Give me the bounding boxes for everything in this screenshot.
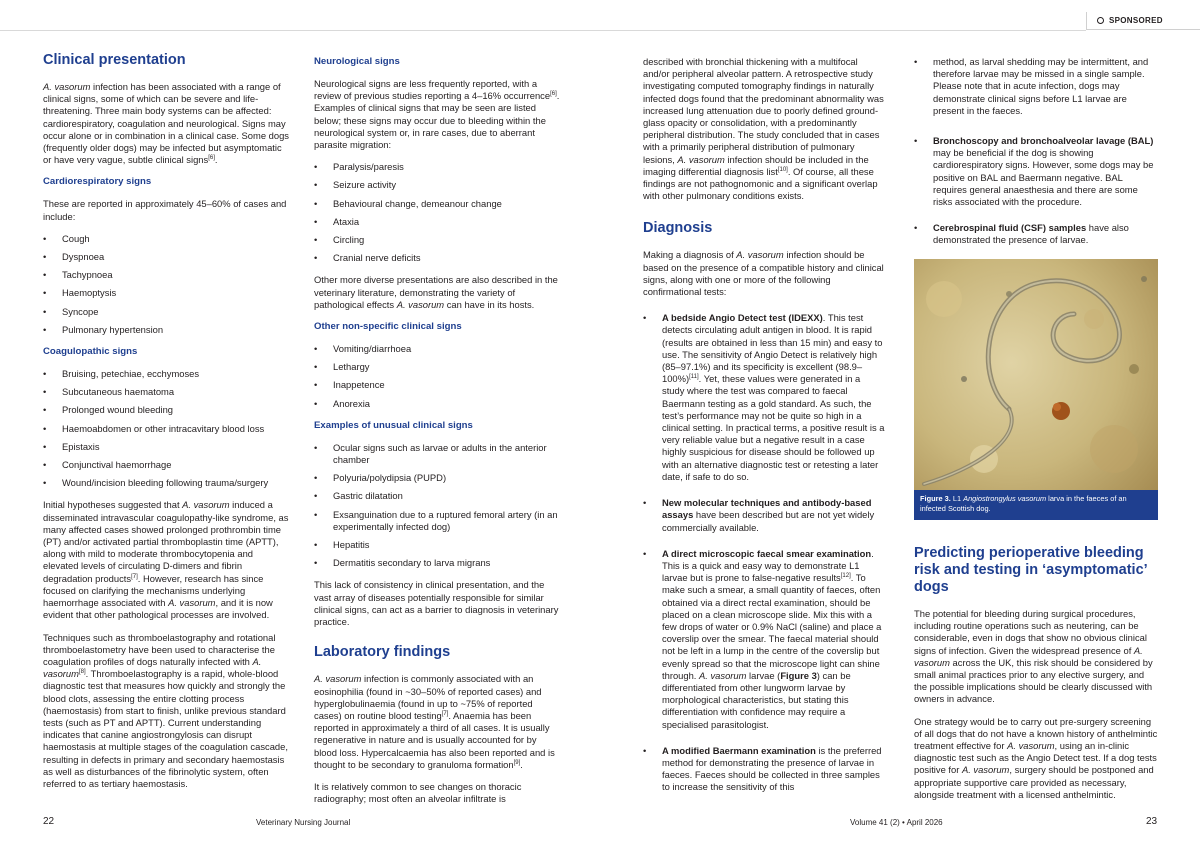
list-item: • Exsanguination due to a ruptured femoral artery (in an experimentally infected dog): [314, 509, 562, 533]
list-item: • Inappetence: [314, 379, 562, 391]
list-item: • Paralysis/paresis: [314, 161, 562, 173]
column-2: [314, 52, 562, 815]
list-item: • Circling: [314, 234, 562, 246]
lack-of-consistency-paragraph: This lack of consistency in clinical presentation, and the vast array of diseases potentially responsible for similar clinical signs, can act as a barrier to diagnosis in veterinary practice.: [314, 579, 559, 628]
figure-3-caption: Figure 3. L1 Angiostrongylus vasorum larva in the faeces of an infected Scottish dog.: [914, 490, 1158, 520]
baermann-continuation: [914, 56, 1158, 117]
diagnostic-tests-list: [643, 312, 885, 793]
list-item: • Cranial nerve deficits: [314, 252, 562, 264]
list-item: • Haemoabdomen or other intracavitary blood loss: [43, 423, 290, 435]
list-item: • Subcutaneous haematoma: [43, 386, 290, 398]
list-item: • Gastric dilatation: [314, 490, 562, 502]
coagulopathic-list: [43, 368, 290, 489]
list-item: • Ocular signs such as larvae or adults in the anterior chamber: [314, 442, 562, 466]
diagnosis-intro-paragraph: Making a diagnosis of A. vasorum infection should be based on the presence of a compatible history and clinical signs, along with one or more of the following confirmational tests:: [643, 249, 884, 298]
list-item: • Bruising, petechiae, ecchymoses: [43, 368, 290, 380]
list-item: • Hepatitis: [314, 539, 562, 551]
list-item: • Bronchoscopy and bronchoalveolar lavage (BAL) may be beneficial if the dog is showing cardiorespiratory signs. However, some dogs may be positive on BAL and Baermann negative. BAL requires general anaesthesia and there are some risks associated with the procedure.: [914, 135, 1158, 208]
predicting-bleeding-heading: Predicting perioperative bleeding risk and testing in ‘asymptomatic’ dogs: [914, 545, 1147, 595]
sponsored-label: SPONSORED: [1109, 16, 1163, 25]
cardiorespiratory-heading: Cardiorespiratory signs: [43, 176, 152, 188]
sponsored-circle-icon: [1097, 17, 1104, 24]
cardiorespiratory-text: These are reported in approximately 45–60% of cases and include:: [43, 198, 287, 222]
clinical-intro-paragraph: A. vasorum infection has been associated with a range of clinical signs, some of which can be severe and life-threatening. Three main body systems can be affected: cardiorespiratory, coagulation and neurological. Signs may occur alone or in combination in a clinical case. Some dogs (frequently older dogs) may be infected but asymptomatic or have very vague, subtle clinical signs[6].: [43, 81, 289, 166]
list-item: • A bedside Angio Detect test (IDEXX). This test detects circulating adult antigen in blood. It is rapid (results are obtained in less than 15 min) and easy to use. The sensitivity of Angio Detect is relatively high (85–97.1%) and its specificity is excellent (98.9–100%)[11]. Yet, these values were generated in a study where the test was compared to faecal Baermann testing as a gold standard. As such, the test’s performance may not be quite so high in a clinical setting. In practical terms, a positive result is a very reliable value but a negative result in a case highly suspicious for disease should be followed up with an alternative diagnostic test or retesting a later date, if safe to do so.: [643, 312, 885, 483]
non-specific-list: [314, 343, 562, 410]
list-item: • Epistaxis: [43, 441, 290, 453]
laboratory-paragraph: A. vasorum infection is commonly associated with an eosinophilia (found in ~30–50% of reported cases) and hyperglobulinaemia (found in up to ~75% of reported cases) on routine blood testing[7]. Anaemia has been reported in approximately a third of all cases. It is usually regenerative in nature and is usually accounted for by blood loss. Hypercalcaemia has also been reported and is thought to be secondary to granuloma formation[9].: [314, 673, 555, 770]
list-item-continuation: • method, as larval shedding may be intermittent, and therefore larvae may be missed in a single sample. Please note that in acute infection, dogs may demonstrate clinical signs before L1 larvae are present in the faeces.: [914, 56, 1158, 117]
column-4-lower: [914, 545, 1158, 811]
neurological-list: [314, 161, 562, 264]
unusual-signs-list: [314, 442, 562, 570]
coagulopathic-heading: Coagulopathic signs: [43, 346, 138, 358]
clinical-presentation-heading: Clinical presentation: [43, 52, 186, 68]
header-rule: [0, 30, 1086, 31]
larva-illustration: [914, 259, 1158, 490]
list-item: • Anorexia: [314, 398, 562, 410]
list-item: • Conjunctival haemorrhage: [43, 459, 290, 471]
column-3: [643, 56, 885, 804]
column-1: [43, 52, 290, 800]
further-tests-list: [914, 135, 1158, 247]
journal-name: Veterinary Nursing Journal: [256, 818, 351, 827]
column-4: [914, 56, 1158, 257]
list-item: • Pulmonary hypertension: [43, 324, 290, 336]
unusual-signs-heading: Examples of unusual clinical signs: [314, 419, 473, 431]
neurological-heading: Neurological signs: [314, 56, 400, 67]
list-item: • A modified Baermann examination is the preferred method for demonstrating the presence of larvae in faeces. Faeces should be collected in three samples to increase the sensitivity of this: [643, 745, 885, 794]
list-item: • Seizure activity: [314, 179, 562, 191]
right-page-number: 23: [1146, 816, 1158, 827]
list-item: • A direct microscopic faecal smear examination. This is a quick and easy way to demonstrate L1 larvae but is prone to false-negative results[12]. To make such a smear, a small quantity of faeces, often obtained via a direct rectal examination, should be placed on a clean microscope slide. Mix this with a few drops of water or 0.9% NaCl (saline) and place a coverslip over the smear. The faecal material should not be left in a lump in the centre of the coverslip but evenly spread so that the microscope light can shine through. A. vasorum larvae (Figure 3) can be differentiated from other lungworm larvae by morphological characteristics, but stating this differentiation with confidence may require a specialised parasitologist.: [643, 548, 885, 731]
list-item: • Polyuria/polydipsia (PUPD): [314, 472, 562, 484]
bleeding-risk-paragraph: The potential for bleeding during surgical procedures, including routine operations such as neutering, can be considerable, even in dogs that show no obvious clinical signs of infection. Given the widespread presence of A. vasorum across the UK, this risk should be considered by small animal practices prior to any elective surgery, and the possible implications should be clearly discussed with owners in advance.: [914, 608, 1153, 705]
list-item: • Cerebrospinal fluid (CSF) samples have also demonstrated the presence of larvae.: [914, 222, 1158, 246]
list-item: • Behavioural change, demeanour change: [314, 198, 562, 210]
neurological-text: Neurological signs are less frequently reported, with a review of previous studies reporting a 4–16% occurrence[6]. Examples of clinical signs that may be seen are listed below; these signs may occur due to bleeding within the neurological system or, in rare cases, due to aberrant parasite migration:: [314, 78, 560, 151]
radiography-continuation-paragraph: described with bronchial thickening with a multifocal and/or peripheral alveolar pattern. A retrospective study investigating computed tomography findings in naturally infected dogs found that the predominant abnormality was increased lung attenuation due to poorly defined ground-glass opacity or consolidation, with a predominantly peripheral distribution. The study concluded that in cases with a primarily peripheral distribution of pulmonary lesions, A. vasorum infection should be included in the imaging differential diagnosis list[10]. Of course, all these findings are not pathognomonic and a significant overlap with other pulmonary conditions exists.: [643, 56, 884, 202]
list-item: • Syncope: [43, 306, 290, 318]
diverse-presentations-paragraph: Other more diverse presentations are also described in the veterinary literature, demonstrating the variety of pathological effects A. vasorum can have in its hosts.: [314, 274, 558, 310]
list-item: • New molecular techniques and antibody-based assays have been described but are not yet widely commercially available.: [643, 497, 885, 534]
list-item: • Dyspnoea: [43, 251, 290, 263]
list-item: • Ataxia: [314, 216, 562, 228]
cardiorespiratory-list: [43, 233, 290, 336]
list-item: • Wound/incision bleeding following trauma/surgery: [43, 477, 290, 489]
screening-strategy-paragraph: One strategy would be to carry out pre-surgery screening of all dogs that do not have a known history of anthelmintic treatment effective for A. vasorum, using an in-clinic diagnostic test such as the Angio Detect test. If a dog tests positive for A. vasorum, surgery should be postponed and appropriate supportive care provided as necessary, alongside treatment with a licensed anthelmintic.: [914, 715, 1158, 800]
laboratory-findings-heading: Laboratory findings: [314, 644, 451, 661]
diagnosis-heading: Diagnosis: [643, 220, 713, 237]
non-specific-heading: Other non-specific clinical signs: [314, 321, 462, 333]
thoracic-paragraph: It is relatively common to see changes on thoracic radiography; most often an alveolar infiltrate is: [314, 780, 522, 805]
list-item: • Tachypnoea: [43, 269, 290, 281]
list-item: • Cough: [43, 233, 290, 245]
list-item: • Lethargy: [314, 361, 562, 373]
list-item: • Dermatitis secondary to larva migrans: [314, 557, 562, 569]
sponsored-badge: [1086, 12, 1200, 30]
thromboelastography-paragraph: Techniques such as thromboelastography and rotational thromboelastometry have been used to characterise the coagulation profiles of dogs naturally infected with A. vasorum[8]. Thromboelastography is a rapid, whole-blood diagnostic test that measures how quickly and strongly the blood clots, assessing the entire clotting process (haemostasis) from start to finish, unlike previous standard tests (such as PT and APTT). Current understanding indicates that canine angiostrongylosis can disrupt haemostasis at multiple stages of the coagulation cascade, resulting in defects in primary and secondary haemostasis as well as disturbances of the fibrinolytic system, often referred to as tertiary haemostasis.: [43, 631, 288, 789]
hypotheses-paragraph: Initial hypotheses suggested that A. vasorum induced a disseminated intravascular coagulopathy-like syndrome, as many affected cases showed prolonged prothrombin time (PT) and/or activated partial thromboplastin time (APTT), along with mild to moderate thrombocytopenia and elevated levels of circulating D-dimers and fibrin degradation products[7]. However, research has since focused on clarifying the mechanisms underlying haemorrhage associated with A. vasorum, and it is now evident that other pathological processes are involved.: [43, 499, 289, 621]
left-page-number: 22: [43, 816, 55, 827]
larva-micrograph: [914, 259, 1158, 490]
list-item: • Haemoptysis: [43, 287, 290, 299]
list-item: • Prolonged wound bleeding: [43, 404, 290, 416]
issue-info: Volume 41 (2) • April 2026: [850, 818, 943, 827]
list-item: • Vomiting/diarrhoea: [314, 343, 562, 355]
